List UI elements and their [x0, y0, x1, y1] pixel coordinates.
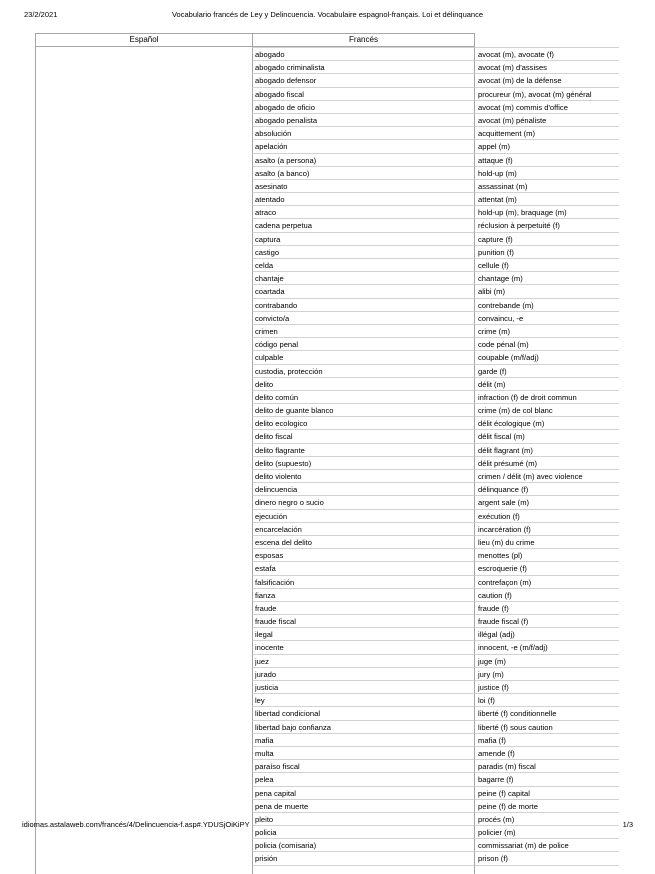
cell-translation: procureur (m), avocat (m) général: [475, 87, 619, 100]
cell-translation: hold-up (m), braquage (m): [475, 205, 619, 218]
cell-translation: fraude (f): [475, 601, 619, 614]
cell-spanish-label: [35, 614, 252, 627]
cell-spanish-label: [35, 746, 252, 759]
cell-translation: avocat (m) de la défense: [475, 73, 619, 86]
table-row: [35, 139, 620, 152]
cell-term: pelea: [252, 772, 475, 785]
cell-term: pena de muerte: [252, 799, 475, 812]
cell-spanish-label: [35, 482, 252, 495]
cell-translation: cellule (f): [475, 258, 619, 271]
cell-translation: mafia (f): [475, 733, 619, 746]
table-row: [35, 218, 620, 231]
cell-spanish-label: [35, 561, 252, 574]
cell-term: abogado de oficio: [252, 100, 475, 113]
cell-spanish-label: [35, 416, 252, 429]
table-row: [35, 601, 620, 614]
cell-translation: paradis (m) fiscal: [475, 759, 619, 772]
cell-term: captura: [252, 232, 475, 245]
cell-translation: avocat (m), avocate (f): [475, 47, 619, 60]
cell-term: delito (supuesto): [252, 456, 475, 469]
table-row: [35, 838, 620, 851]
cell-spanish-label: [35, 298, 252, 311]
table-row: [35, 403, 620, 416]
table-row: [35, 166, 620, 179]
table-bottom-rule-term: [252, 865, 475, 874]
cell-spanish-label: [35, 179, 252, 192]
cell-term: escena del delito: [252, 535, 475, 548]
cell-translation: délit présumé (m): [475, 456, 619, 469]
cell-translation: acquittement (m): [475, 126, 619, 139]
cell-spanish-label: [35, 509, 252, 522]
cell-spanish-label: [35, 667, 252, 680]
cell-translation: délit écologique (m): [475, 416, 619, 429]
table-row: [35, 311, 620, 324]
cell-term: apelación: [252, 139, 475, 152]
cell-term: encarcelación: [252, 522, 475, 535]
cell-spanish-label: [35, 575, 252, 588]
cell-translation: délit fiscal (m): [475, 429, 619, 442]
cell-term: delito flagrante: [252, 443, 475, 456]
cell-term: abogado fiscal: [252, 87, 475, 100]
cell-translation: délinquance (f): [475, 482, 619, 495]
cell-translation: garde (f): [475, 364, 619, 377]
cell-translation: procés (m): [475, 812, 619, 825]
table-row: [35, 561, 620, 574]
table-row: [35, 693, 620, 706]
table-row: [35, 284, 620, 297]
column-header-spanish: Español: [35, 33, 252, 47]
cell-term: libertad bajo confianza: [252, 720, 475, 733]
table-row: [35, 271, 620, 284]
cell-spanish-label: [35, 799, 252, 812]
vocabulary-table: [35, 33, 620, 874]
table-bottom-rule: [35, 865, 620, 874]
cell-spanish-label: [35, 271, 252, 284]
cell-term: juez: [252, 654, 475, 667]
cell-spanish-label: [35, 640, 252, 653]
table-row: [35, 153, 620, 166]
cell-term: falsificación: [252, 575, 475, 588]
cell-translation: attaque (f): [475, 153, 619, 166]
cell-term: asesinato: [252, 179, 475, 192]
cell-translation: alibi (m): [475, 284, 619, 297]
cell-translation: jury (m): [475, 667, 619, 680]
cell-term: crimen: [252, 324, 475, 337]
table-row: [35, 390, 620, 403]
table-row: [35, 429, 620, 442]
cell-term: delincuencia: [252, 482, 475, 495]
table-row: [35, 126, 620, 139]
table-row: [35, 746, 620, 759]
cell-term: chantaje: [252, 271, 475, 284]
cell-spanish-label: [35, 786, 252, 799]
cell-translation: justice (f): [475, 680, 619, 693]
cell-translation: attentat (m): [475, 192, 619, 205]
cell-translation: innocent, -e (m/f/adj): [475, 640, 619, 653]
cell-spanish-label: [35, 706, 252, 719]
cell-term: fraude: [252, 601, 475, 614]
table-row: [35, 245, 620, 258]
cell-term: ejecución: [252, 509, 475, 522]
cell-translation: crimen / délit (m) avec violence: [475, 469, 619, 482]
cell-term: dinero negro o sucio: [252, 495, 475, 508]
cell-spanish-label: [35, 377, 252, 390]
cell-term: delito: [252, 377, 475, 390]
cell-term: multa: [252, 746, 475, 759]
cell-term: abogado criminalista: [252, 60, 475, 73]
table-row: [35, 192, 620, 205]
table-row: [35, 100, 620, 113]
cell-spanish-label: [35, 218, 252, 231]
cell-spanish-label: [35, 693, 252, 706]
cell-translation: caution (f): [475, 588, 619, 601]
cell-translation: infraction (f) de droit commun: [475, 390, 619, 403]
table-row: [35, 640, 620, 653]
column-header-french: Francés: [252, 33, 475, 47]
table-row: [35, 416, 620, 429]
table-row: [35, 786, 620, 799]
cell-term: asalto (a persona): [252, 153, 475, 166]
table-row: [35, 522, 620, 535]
cell-spanish-label: [35, 759, 252, 772]
cell-term: delito ecologico: [252, 416, 475, 429]
table-row: [35, 851, 620, 864]
cell-spanish-label: [35, 258, 252, 271]
cell-term: prisión: [252, 851, 475, 864]
cell-translation: amende (f): [475, 746, 619, 759]
cell-spanish-label: [35, 601, 252, 614]
cell-spanish-label: [35, 720, 252, 733]
cell-spanish-label: [35, 548, 252, 561]
cell-translation: menottes (pl): [475, 548, 619, 561]
cell-spanish-label: [35, 772, 252, 785]
cell-spanish-label: [35, 245, 252, 258]
table-row: [35, 759, 620, 772]
cell-translation: peine (f) de morte: [475, 799, 619, 812]
cell-term: delito de guante blanco: [252, 403, 475, 416]
table-row: [35, 443, 620, 456]
cell-spanish-label: [35, 205, 252, 218]
cell-translation: lieu (m) du crime: [475, 535, 619, 548]
cell-translation: bagarre (f): [475, 772, 619, 785]
cell-term: delito común: [252, 390, 475, 403]
table-row: [35, 575, 620, 588]
cell-term: mafia: [252, 733, 475, 746]
cell-term: delito violento: [252, 469, 475, 482]
cell-translation: exécution (f): [475, 509, 619, 522]
cell-term: convicto/a: [252, 311, 475, 324]
cell-translation: fraude fiscal (f): [475, 614, 619, 627]
cell-spanish-label: [35, 733, 252, 746]
cell-translation: argent sale (m): [475, 495, 619, 508]
source-url: idiomas.astalaweb.com/francés/4/Delincuencia-f.asp#.YDUSjOiKiPY: [22, 820, 250, 829]
table-row: [35, 337, 620, 350]
cell-spanish-label: [35, 495, 252, 508]
cell-spanish-label: [35, 364, 252, 377]
cell-spanish-label: [35, 113, 252, 126]
table-row: [35, 456, 620, 469]
cell-spanish-label: [35, 680, 252, 693]
page-header: [0, 8, 655, 22]
cell-translation: avocat (m) pénaliste: [475, 113, 619, 126]
cell-term: asalto (a banco): [252, 166, 475, 179]
cell-term: cadena perpetua: [252, 218, 475, 231]
cell-term: atraco: [252, 205, 475, 218]
cell-translation: incarcération (f): [475, 522, 619, 535]
table-row: [35, 720, 620, 733]
cell-spanish-label: [35, 588, 252, 601]
cell-translation: peine (f) capital: [475, 786, 619, 799]
cell-term: abogado: [252, 47, 475, 60]
cell-spanish-label: [35, 443, 252, 456]
cell-translation: crime (m) de col blanc: [475, 403, 619, 416]
cell-spanish-label: [35, 284, 252, 297]
cell-translation: capture (f): [475, 232, 619, 245]
cell-translation: contrefaçon (m): [475, 575, 619, 588]
cell-spanish-label: [35, 838, 252, 851]
cell-translation: hold-up (m): [475, 166, 619, 179]
table-row: [35, 535, 620, 548]
table-row: [35, 482, 620, 495]
cell-translation: contrebande (m): [475, 298, 619, 311]
cell-translation: délit flagrant (m): [475, 443, 619, 456]
table-row: [35, 654, 620, 667]
cell-term: libertad condicional: [252, 706, 475, 719]
cell-spanish-label: [35, 47, 252, 60]
print-date: 23/2/2021: [24, 10, 58, 19]
cell-spanish-label: [35, 139, 252, 152]
cell-spanish-label: [35, 232, 252, 245]
table-row: [35, 772, 620, 785]
cell-spanish-label: [35, 311, 252, 324]
table-row: [35, 627, 620, 640]
cell-spanish-label: [35, 627, 252, 640]
cell-term: código penal: [252, 337, 475, 350]
table-row: [35, 113, 620, 126]
cell-spanish-label: [35, 522, 252, 535]
table-row: [35, 469, 620, 482]
table-row: [35, 47, 620, 60]
table-row: [35, 60, 620, 73]
table-row: [35, 509, 620, 522]
cell-spanish-label: [35, 166, 252, 179]
cell-term: abogado penalista: [252, 113, 475, 126]
table-bottom-rule-translation: [475, 865, 619, 874]
table-row: [35, 495, 620, 508]
cell-translation: convaincu, -e: [475, 311, 619, 324]
cell-translation: illégal (adj): [475, 627, 619, 640]
cell-translation: code pénal (m): [475, 337, 619, 350]
cell-translation: liberté (f) sous caution: [475, 720, 619, 733]
cell-translation: liberté (f) conditionnelle: [475, 706, 619, 719]
table-row: [35, 588, 620, 601]
cell-spanish-label: [35, 324, 252, 337]
cell-term: pena capital: [252, 786, 475, 799]
cell-spanish-label: [35, 100, 252, 113]
document-title: Vocabulario francés de Ley y Delincuencia. Vocabulaire espagnol-français. Loi et délinquance: [171, 10, 484, 19]
cell-translation: assassinat (m): [475, 179, 619, 192]
table-body: [35, 47, 620, 865]
cell-term: paraíso fiscal: [252, 759, 475, 772]
cell-translation: chantage (m): [475, 271, 619, 284]
cell-term: ley: [252, 693, 475, 706]
cell-translation: juge (m): [475, 654, 619, 667]
table-header-spacer: [475, 33, 620, 47]
cell-spanish-label: [35, 535, 252, 548]
cell-translation: escroquerie (f): [475, 561, 619, 574]
cell-term: estafa: [252, 561, 475, 574]
cell-spanish-label: [35, 73, 252, 86]
table-row: [35, 667, 620, 680]
cell-spanish-label: [35, 337, 252, 350]
table-bottom-rule-blank: [35, 865, 252, 874]
cell-spanish-label: [35, 390, 252, 403]
cell-spanish-label: [35, 851, 252, 864]
table-row: [35, 205, 620, 218]
cell-spanish-label: [35, 469, 252, 482]
cell-term: ilegal: [252, 627, 475, 640]
cell-term: policia (comisaria): [252, 838, 475, 851]
page-number: 1/3: [622, 820, 633, 829]
cell-term: culpable: [252, 350, 475, 363]
cell-spanish-label: [35, 192, 252, 205]
cell-translation: punition (f): [475, 245, 619, 258]
cell-spanish-label: [35, 350, 252, 363]
table-row: [35, 258, 620, 271]
cell-translation: commissariat (m) de police: [475, 838, 619, 851]
cell-translation: réclusion à perpetuité (f): [475, 218, 619, 231]
table-row: [35, 680, 620, 693]
cell-translation: avocat (m) commis d'office: [475, 100, 619, 113]
cell-spanish-label: [35, 60, 252, 73]
cell-spanish-label: [35, 87, 252, 100]
cell-term: coartada: [252, 284, 475, 297]
table-row: [35, 87, 620, 100]
table-row: [35, 298, 620, 311]
table-row: [35, 548, 620, 561]
cell-translation: coupable (m/f/adj): [475, 350, 619, 363]
table-row: [35, 614, 620, 627]
cell-term: abogado defensor: [252, 73, 475, 86]
cell-translation: prison (f): [475, 851, 619, 864]
cell-term: fianza: [252, 588, 475, 601]
table-row: [35, 324, 620, 337]
cell-term: contrabando: [252, 298, 475, 311]
cell-term: atentado: [252, 192, 475, 205]
table-row: [35, 733, 620, 746]
table-row: [35, 179, 620, 192]
cell-term: justicia: [252, 680, 475, 693]
cell-spanish-label: [35, 456, 252, 469]
cell-term: fraude fiscal: [252, 614, 475, 627]
cell-spanish-label: [35, 403, 252, 416]
table-row: [35, 706, 620, 719]
cell-term: policia: [252, 825, 475, 838]
cell-term: castigo: [252, 245, 475, 258]
cell-term: absolución: [252, 126, 475, 139]
cell-spanish-label: [35, 126, 252, 139]
cell-translation: crime (m): [475, 324, 619, 337]
table-row: [35, 377, 620, 390]
table-row: [35, 799, 620, 812]
cell-translation: loi (f): [475, 693, 619, 706]
table-row: [35, 232, 620, 245]
table-row: [35, 350, 620, 363]
cell-spanish-label: [35, 654, 252, 667]
table-row: [35, 73, 620, 86]
cell-term: esposas: [252, 548, 475, 561]
cell-spanish-label: [35, 429, 252, 442]
cell-term: celda: [252, 258, 475, 271]
cell-term: jurado: [252, 667, 475, 680]
cell-term: delito fiscal: [252, 429, 475, 442]
page-footer: [0, 818, 655, 832]
table-row: [35, 364, 620, 377]
cell-term: pleito: [252, 812, 475, 825]
cell-term: custodia, protección: [252, 364, 475, 377]
table-header-row: [35, 33, 620, 47]
cell-term: inocente: [252, 640, 475, 653]
cell-spanish-label: [35, 153, 252, 166]
cell-translation: policier (m): [475, 825, 619, 838]
cell-translation: délit (m): [475, 377, 619, 390]
cell-translation: appel (m): [475, 139, 619, 152]
cell-translation: avocat (m) d'assises: [475, 60, 619, 73]
